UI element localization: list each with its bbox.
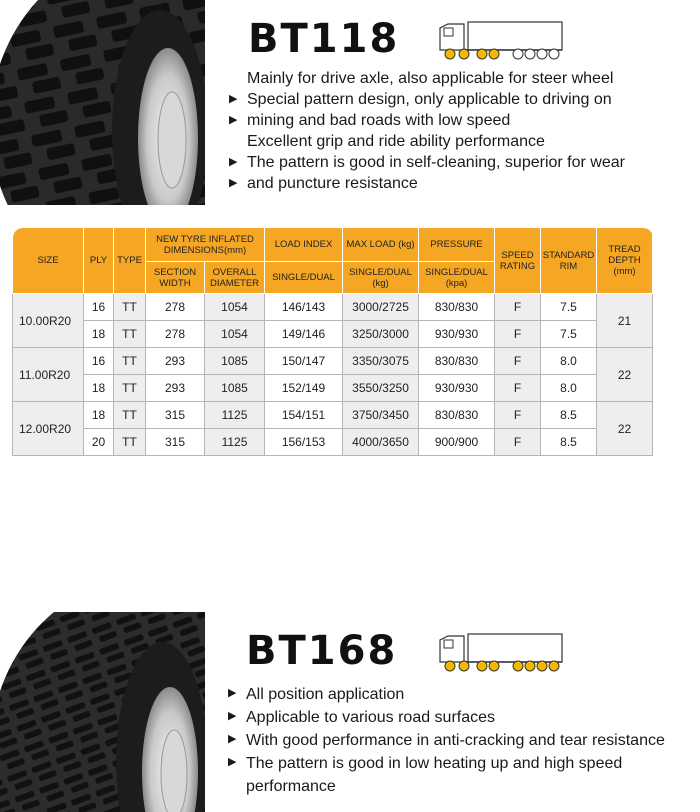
cell-pressure: 830/830 bbox=[419, 294, 495, 321]
cell-type: TT bbox=[114, 375, 146, 402]
cell-type: TT bbox=[114, 321, 146, 348]
cell-speed-rating: F bbox=[495, 429, 541, 456]
cell-ply: 18 bbox=[84, 375, 114, 402]
cell-speed-rating: F bbox=[495, 294, 541, 321]
cell-overall-diameter: 1054 bbox=[205, 321, 265, 348]
cell-type: TT bbox=[114, 402, 146, 429]
feature-item: ▶ With good performance in anti-cracking and tear resistance bbox=[228, 729, 665, 752]
cell-tread-depth: 22 bbox=[597, 402, 653, 456]
cell-pressure: 930/930 bbox=[419, 375, 495, 402]
table-row bbox=[13, 375, 653, 402]
cell-max-load: 4000/3650 bbox=[343, 429, 419, 456]
header-overall-diameter: OVERALL DIAMETER bbox=[205, 262, 265, 294]
cell-speed-rating: F bbox=[495, 402, 541, 429]
bullet-icon: ▶ bbox=[228, 687, 237, 699]
cell-size: 11.00R20 bbox=[13, 348, 84, 402]
cell-ply: 16 bbox=[84, 348, 114, 375]
header-load-index: LOAD INDEX bbox=[265, 228, 343, 262]
cell-max-load: 3750/3450 bbox=[343, 402, 419, 429]
feature-item: ▶ The pattern is good in self-cleaning, superior for wear bbox=[229, 154, 625, 171]
cell-overall-diameter: 1054 bbox=[205, 294, 265, 321]
cell-overall-diameter: 1125 bbox=[205, 402, 265, 429]
header-dimensions: NEW TYRE INFLATED DIMENSIONS(mm) bbox=[146, 228, 265, 262]
truck-diagram-icon bbox=[436, 630, 566, 674]
cell-section-width: 293 bbox=[146, 375, 205, 402]
header-max-load: MAX LOAD (kg) bbox=[343, 228, 419, 262]
cell-ply: 16 bbox=[84, 294, 114, 321]
cell-standard-rim: 8.0 bbox=[541, 375, 597, 402]
cell-speed-rating: F bbox=[495, 348, 541, 375]
cell-load-index: 152/149 bbox=[265, 375, 343, 402]
cell-tread-depth: 22 bbox=[597, 348, 653, 402]
cell-standard-rim: 8.5 bbox=[541, 429, 597, 456]
header-standard-rim: STANDARD RIM bbox=[541, 228, 597, 294]
cell-max-load: 3550/3250 bbox=[343, 375, 419, 402]
cell-pressure: 930/930 bbox=[419, 321, 495, 348]
tyre-image-bt118 bbox=[0, 0, 205, 205]
table-row bbox=[13, 402, 653, 429]
cell-load-index: 149/146 bbox=[265, 321, 343, 348]
tyre-image-bt168 bbox=[0, 612, 205, 812]
cell-load-index: 156/153 bbox=[265, 429, 343, 456]
cell-pressure: 830/830 bbox=[419, 402, 495, 429]
header-pressure: PRESSURE bbox=[419, 228, 495, 262]
cell-max-load: 3250/3000 bbox=[343, 321, 419, 348]
cell-ply: 18 bbox=[84, 321, 114, 348]
feature-item: ▶ and puncture resistance bbox=[229, 175, 418, 192]
cell-pressure: 830/830 bbox=[419, 348, 495, 375]
bullet-icon: ▶ bbox=[229, 156, 238, 168]
cell-size: 12.00R20 bbox=[13, 402, 84, 456]
cell-section-width: 315 bbox=[146, 402, 205, 429]
cell-standard-rim: 7.5 bbox=[541, 321, 597, 348]
feature-list bbox=[229, 68, 625, 194]
table-row bbox=[13, 294, 653, 321]
spec-table bbox=[12, 227, 653, 456]
bullet-icon: ▶ bbox=[228, 756, 237, 768]
cell-section-width: 293 bbox=[146, 348, 205, 375]
cell-overall-diameter: 1085 bbox=[205, 348, 265, 375]
feature-item: Excellent grip and ride ability performance bbox=[247, 133, 545, 150]
cell-ply: 18 bbox=[84, 402, 114, 429]
feature-item: Mainly for drive axle, also applicable for steer wheel bbox=[247, 70, 614, 87]
cell-size: 10.00R20 bbox=[13, 294, 84, 348]
model-title: BT168 bbox=[246, 628, 398, 674]
feature-item: ▶ All position application bbox=[228, 683, 665, 706]
truck-diagram-icon bbox=[436, 18, 566, 62]
cell-type: TT bbox=[114, 429, 146, 456]
cell-tread-depth: 21 bbox=[597, 294, 653, 348]
cell-standard-rim: 7.5 bbox=[541, 294, 597, 321]
bullet-icon: ▶ bbox=[229, 114, 238, 126]
header-load-index-sub: SINGLE/DUAL bbox=[265, 262, 343, 294]
cell-overall-diameter: 1085 bbox=[205, 375, 265, 402]
cell-section-width: 278 bbox=[146, 321, 205, 348]
cell-type: TT bbox=[114, 294, 146, 321]
feature-item: ▶ mining and bad roads with low speed bbox=[229, 112, 511, 129]
feature-list bbox=[228, 683, 665, 798]
header-type: TYPE bbox=[114, 228, 146, 294]
cell-section-width: 278 bbox=[146, 294, 205, 321]
feature-item: ▶ Applicable to various road surfaces bbox=[228, 706, 665, 729]
bullet-icon: ▶ bbox=[228, 710, 237, 722]
cell-type: TT bbox=[114, 348, 146, 375]
cell-load-index: 146/143 bbox=[265, 294, 343, 321]
cell-ply: 20 bbox=[84, 429, 114, 456]
bullet-icon: ▶ bbox=[229, 93, 238, 105]
cell-pressure: 900/900 bbox=[419, 429, 495, 456]
table-row bbox=[13, 348, 653, 375]
header-tread-depth: TREAD DEPTH (mm) bbox=[597, 228, 653, 294]
header-size: SIZE bbox=[13, 228, 84, 294]
cell-max-load: 3350/3075 bbox=[343, 348, 419, 375]
cell-max-load: 3000/2725 bbox=[343, 294, 419, 321]
header-pressure-sub: SINGLE/DUAL (kpa) bbox=[419, 262, 495, 294]
cell-standard-rim: 8.5 bbox=[541, 402, 597, 429]
feature-item: ▶ Special pattern design, only applicable to driving on bbox=[229, 91, 612, 108]
bullet-icon: ▶ bbox=[229, 177, 238, 189]
cell-section-width: 315 bbox=[146, 429, 205, 456]
header-speed-rating: SPEED RATING bbox=[495, 228, 541, 294]
cell-load-index: 154/151 bbox=[265, 402, 343, 429]
cell-speed-rating: F bbox=[495, 375, 541, 402]
header-section-width: SECTION WIDTH bbox=[146, 262, 205, 294]
table-row bbox=[13, 429, 653, 456]
feature-item: ▶ The pattern is good in low heating up and high speed bbox=[228, 752, 665, 775]
cell-overall-diameter: 1125 bbox=[205, 429, 265, 456]
table-row bbox=[13, 321, 653, 348]
feature-item: performance bbox=[246, 778, 336, 795]
cell-load-index: 150/147 bbox=[265, 348, 343, 375]
cell-standard-rim: 8.0 bbox=[541, 348, 597, 375]
bullet-icon: ▶ bbox=[228, 733, 237, 745]
header-max-load-sub: SINGLE/DUAL (kg) bbox=[343, 262, 419, 294]
header-ply: PLY bbox=[84, 228, 114, 294]
model-title: BT118 bbox=[248, 16, 400, 62]
cell-speed-rating: F bbox=[495, 321, 541, 348]
